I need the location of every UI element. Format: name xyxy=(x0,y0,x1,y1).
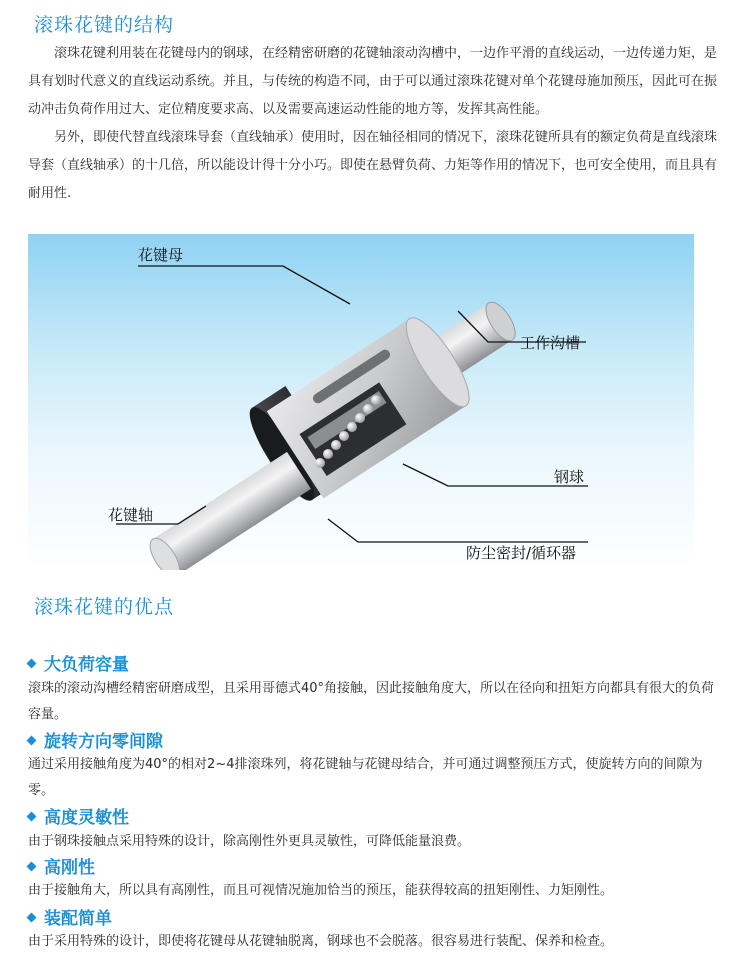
advantage-text: 由于钢珠接触点采用特殊的设计，除高刚性外更具灵敏性，可降低能量浪费。 xyxy=(28,834,471,849)
diamond-bullet-icon xyxy=(27,658,37,668)
advantage-heading: 高度灵敏性 xyxy=(44,808,129,828)
label-spline-nut: 花键母 xyxy=(138,246,184,264)
diamond-bullet-icon xyxy=(27,811,37,821)
advantage-heading: 高刚性 xyxy=(44,858,95,878)
advantage-text: 通过采用接触角度为40°的相对2~4排滚珠列，将花键轴与花键母结合，并可通过调整预压方式，使旋转方向的间隙为零。 xyxy=(28,757,703,798)
advantage-text: 由于接触角大，所以具有高刚性，而且可视情况施加恰当的预压，能获得较高的扭矩刚性、力矩刚性。 xyxy=(28,883,614,898)
advantage-text: 由于采用特殊的设计，即使将花键母从花键轴脱离，钢球也不会脱落。很容易进行装配、保养和检查。 xyxy=(28,934,614,949)
diamond-bullet-icon xyxy=(27,735,37,745)
diamond-bullet-icon xyxy=(27,861,37,871)
advantage-text: 滚珠的滚动沟槽经精密研磨成型，且采用哥德式40°角接触，因此接触角度大，所以在径向和扭矩方向都具有很大的负荷容量。 xyxy=(28,681,715,722)
structure-paragraph-1: 滚珠花键利用装在花键母内的钢球，在经精密研磨的花键轴滚动沟槽中，一边作平滑的直线运动，一边传递力矩，是具有划时代意义的直线运动系统。并且，与传统的构造不同，由于可以通过滚珠花键对单个花键母施加预压，因此可在振动冲击负荷作用过大、定位精度要求高、以及需要高速运动性能的地方等，发挥其高性能。 xyxy=(28,46,718,117)
label-steel-ball: 钢球 xyxy=(554,468,585,486)
label-spline-shaft: 花键轴 xyxy=(108,506,154,524)
label-seal-circulator: 防尘密封/循环器 xyxy=(466,544,577,562)
section-title-structure: 滚珠花键的结构 xyxy=(34,14,175,36)
advantage-heading: 大负荷容量 xyxy=(44,655,129,675)
advantage-heading: 旋转方向零间隙 xyxy=(44,732,163,752)
section-title-advantages: 滚珠花键的优点 xyxy=(34,596,175,618)
diamond-bullet-icon xyxy=(27,912,37,922)
ball-spline-diagram xyxy=(28,234,694,570)
structure-paragraph-2: 另外，即使代替直线滚珠导套（直线轴承）使用时，因在轴径相同的情况下，滚珠花键所具有的额定负荷是直线滚珠导套（直线轴承）的十几倍，所以能设计得十分小巧。即使在悬臂负荷、力矩等作用的情况下，也可安全使用，而且具有耐用性. xyxy=(28,130,718,201)
advantage-heading: 装配简单 xyxy=(44,909,112,929)
label-working-groove: 工作沟槽 xyxy=(520,334,581,352)
